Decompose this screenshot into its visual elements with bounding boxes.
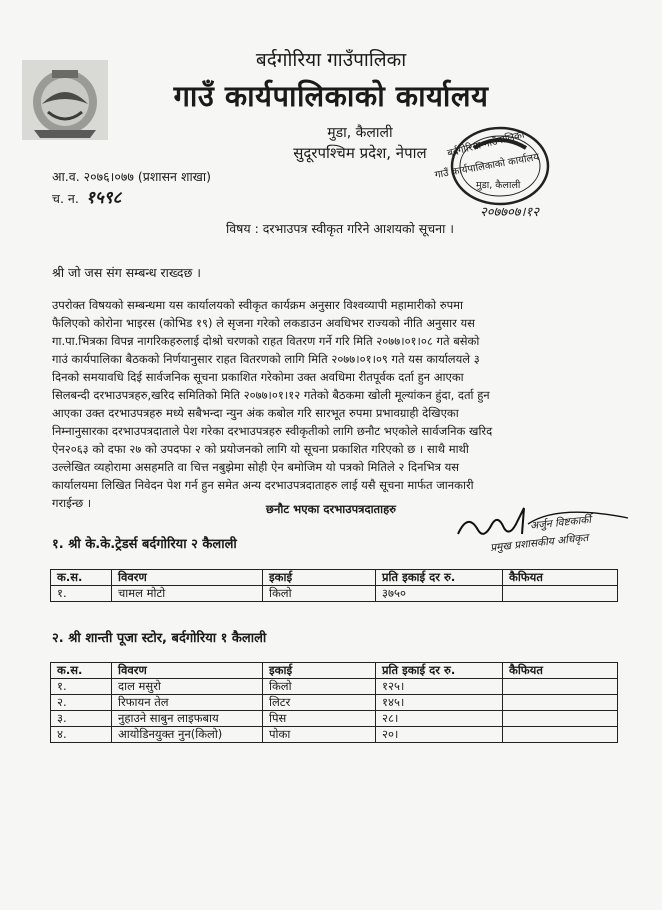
cell-sn: ३.	[51, 711, 112, 727]
vendor-2-table	[50, 662, 618, 743]
fiscal-year: आ.व. २०७६।०७७ (प्रशासन शाखा)	[52, 169, 212, 184]
cell-unit: किलो	[263, 586, 376, 602]
dispatch-label: च. न.	[52, 191, 79, 206]
cell-description: आयोडिनयुक्त नुन(किलो)	[112, 727, 263, 743]
body-line: उल्लेखित व्यहोरामा असहमति वा चित्त नबुझेमा सोही ऐन बमोजिम यो पत्रको मितिले २ दिनभित्र यस	[52, 460, 460, 474]
cell-unit: पोका	[263, 727, 376, 743]
cell-unit: किलो	[263, 679, 376, 695]
body-line: फैलिएको कोरोना भाइरस (कोभिड १९) ले सृजना गरेको लकडाउन अवधिभर राज्यको नीति अनुसार यस	[52, 316, 475, 330]
cell-rate: १२५।	[376, 679, 503, 695]
body-line: कार्यालयमा लिखित निवेदन पेश गर्न हुन समेत अन्य दरभाउपत्रदाताहरु लाई यसै सूचना मार्फत जानकारी	[52, 478, 474, 492]
subject-line: विषय : दरभाउपत्र स्वीकृत गरिने आशयको सूचना ।	[225, 221, 455, 236]
cell-unit: लिटर	[263, 695, 376, 711]
cell-remarks	[503, 711, 618, 727]
col-rate: प्रति इकाई दर रु.	[376, 663, 503, 679]
table-row	[51, 586, 618, 602]
selected-bidders-heading: छनौट भएका दरभाउपत्रदाताहरु	[265, 502, 397, 516]
cell-remarks	[503, 695, 618, 711]
cell-description: दाल मसुरो	[112, 679, 263, 695]
cell-remarks	[503, 679, 618, 695]
col-remarks: कैफियत	[503, 570, 618, 586]
cell-description: रिफायन तेल	[112, 695, 263, 711]
body-line: आएका उक्त दरभाउपत्रहरु मध्ये सबैभन्दा न्युन अंक कबोल गरि सारभूत रुपमा प्रभावग्राही देखिएका	[52, 406, 459, 420]
cell-sn: ४.	[51, 727, 112, 743]
cell-rate: २०।	[376, 727, 503, 743]
stamp-line2: गाउँ कार्यपालिकाको कार्यालय	[434, 151, 540, 182]
cell-sn: १.	[51, 586, 112, 602]
municipality-name: बर्दगोरिया गाउँपालिका	[255, 49, 407, 71]
office-province: सुदूरपश्चिम प्रदेश, नेपाल	[293, 144, 427, 162]
body-line: गराईन्छ ।	[52, 496, 92, 510]
table-header-row	[51, 570, 618, 586]
cell-rate: १४५।	[376, 695, 503, 711]
signature-block	[438, 494, 638, 558]
body-line: सिलबन्दी दरभाउपत्रहरु,खरिद समितिको मिति २०७७।०१।१२ गतेको बैठकमा खोली मूल्यांकन हुंदा, दर्ता हुन	[52, 388, 490, 402]
col-description: विवरण	[112, 663, 263, 679]
cell-sn: २.	[51, 695, 112, 711]
body-line: दिनको समयावधि दिई सार्वजनिक सूचना प्रकाशित गरेकोमा उक्त अवधिमा रीतपूर्वक दर्ता हुन आएका	[52, 370, 464, 384]
table-row	[51, 695, 618, 711]
col-sn: क.स.	[51, 663, 112, 679]
stamp-date: २०७७०७।१२	[480, 205, 540, 220]
vendor-1-title: १. श्री के.के.ट्रेडर्स बर्दगोरिया २ कैलाली	[52, 537, 237, 552]
vendor-2-title: २. श्री शान्ती पूजा स्टोर, बर्दगोरिया १ कैलाली	[52, 631, 267, 646]
stamp-line3: मुडा, कैलाली	[476, 180, 521, 191]
table-header-row	[51, 663, 618, 679]
body-line: गा.पा.भित्रका विपन्न नागरिकहरुलाई दोश्रो चरणको राहत वितरण गर्ने गरि मिति २०७७।०१।०८ गते बसेको	[52, 334, 480, 348]
col-remarks: कैफियत	[503, 663, 618, 679]
signatory-name: अर्जुन विष्टकार्की	[529, 513, 592, 533]
body-line: ऐन२०६३ को दफा २७ को उपदफा २ को प्रयोजनको लागि यो सूचना प्रकाशित गरिएको छ । साथै माथी	[52, 442, 469, 456]
salutation: श्री जो जस संग सम्बन्ध राख्दछ ।	[52, 265, 202, 280]
cell-unit: पिस	[263, 711, 376, 727]
table-row	[51, 727, 618, 743]
signatory-title: प्रमुख प्रशासकीय अधिकृत	[489, 531, 589, 555]
dispatch-number: १५९८	[86, 188, 122, 208]
col-sn: क.स.	[51, 570, 112, 586]
col-unit: इकाई	[263, 570, 376, 586]
table-row	[51, 711, 618, 727]
body-line: निम्नानुसारका दरभाउपत्रदाताले पेश गरेका दरभाउपत्रहरु स्वीकृतीको लागि छनौट भएकोले सार्वजनिक खरिद	[52, 424, 493, 438]
office-title: गाउँ कार्यपालिकाको कार्यालय	[173, 79, 489, 113]
cell-remarks	[503, 586, 618, 602]
office-place: मुडा, कैलाली	[327, 125, 393, 141]
office-stamp	[424, 118, 602, 226]
stamp-line1: बर्दगोरिया गाउँपालिका	[446, 129, 526, 160]
cell-rate: २८।	[376, 711, 503, 727]
table-row	[51, 679, 618, 695]
notice-body	[52, 296, 616, 512]
col-description: विवरण	[112, 570, 263, 586]
vendor-1-table	[50, 569, 618, 602]
cell-sn: १.	[51, 679, 112, 695]
cell-description: नुहाउने साबुन लाइफबाय	[112, 711, 263, 727]
col-unit: इकाई	[263, 663, 376, 679]
cell-description: चामल मोटो	[112, 586, 263, 602]
cell-rate: ३७५०	[376, 586, 503, 602]
body-line: गाउं कार्यपालिका बैठकको निर्णयानुसार राहत वितरणको लागि मिति २०७७।०१।०९ गते यस कार्यालयले ३	[52, 352, 480, 366]
cell-remarks	[503, 727, 618, 743]
col-rate: प्रति इकाई दर रु.	[376, 570, 503, 586]
body-line: उपरोक्त विषयको सम्बन्धमा यस कार्यालयको स्वीकृत कार्यक्रम अनुसार विश्वव्यापी महामारीको रुपमा	[52, 298, 464, 312]
